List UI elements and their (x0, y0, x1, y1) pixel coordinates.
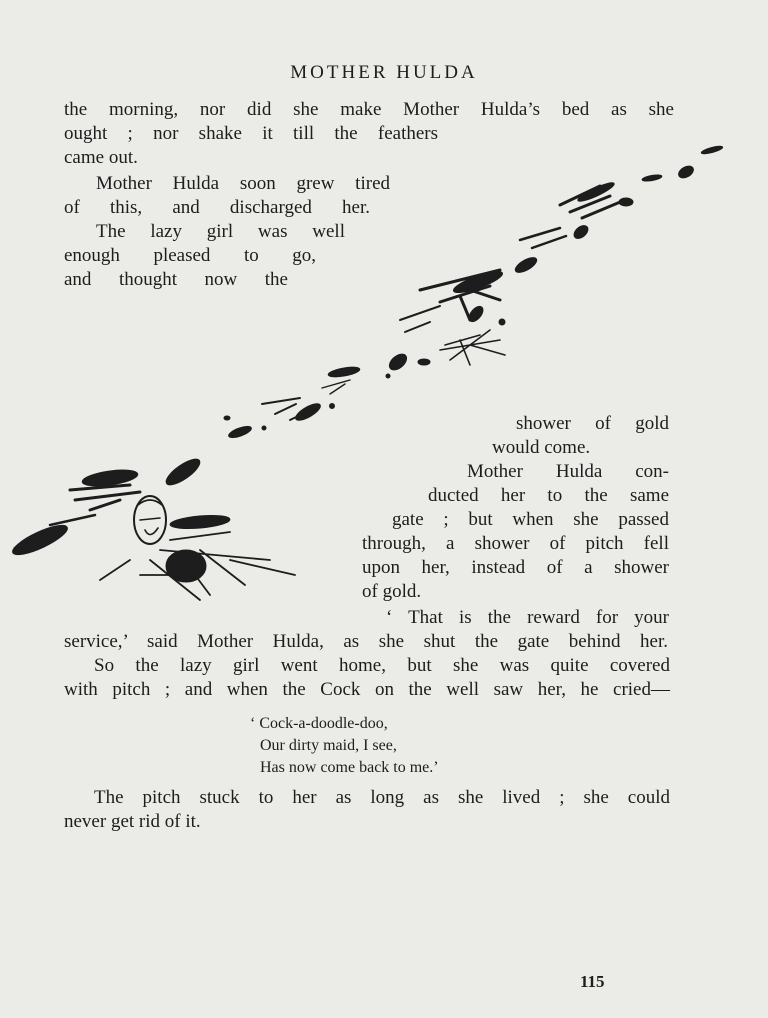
pitch-drop (499, 319, 505, 325)
text-line: through, a shower of pitch fell (362, 533, 669, 554)
pitch-drop (224, 416, 230, 420)
pitch-drop (572, 223, 591, 241)
verse-line: Our dirty maid, I see, (260, 737, 397, 754)
text-line: enough pleased to go, (64, 245, 316, 266)
text-line: Mother Hulda con- (467, 461, 669, 482)
pitch-drop (701, 145, 724, 156)
pitch-drop (418, 359, 430, 365)
pitch-drop (642, 174, 663, 182)
pitch-drop (262, 426, 266, 430)
pitch-drop (619, 198, 633, 206)
pitch-drop (328, 365, 361, 378)
pitch-splash (15, 515, 95, 548)
verse-line: ‘ Cock-a-doodle-doo, (250, 715, 388, 732)
pitch-splash (163, 455, 204, 489)
text-line: shower of gold (516, 413, 669, 434)
text-line: never get rid of it. (64, 811, 201, 832)
pitch-splash (440, 330, 505, 365)
pitch-splash (9, 520, 70, 560)
text-line: gate ; but when she passed (392, 509, 669, 530)
verse-line: Has now come back to me.’ (260, 759, 439, 776)
pitch-drop (386, 374, 390, 378)
pitch-drop (330, 404, 335, 409)
pitch-drop (227, 424, 252, 440)
text-line: of gold. (362, 581, 422, 602)
pitch-drop (386, 351, 409, 373)
pitch-splash (560, 186, 625, 218)
page-number: 115 (580, 972, 605, 991)
text-line: would come. (492, 437, 591, 458)
text-line: The pitch stuck to her as long as she lived ; she could (94, 787, 670, 808)
text-line: ducted her to the same (428, 485, 669, 506)
pitch-splash (70, 485, 140, 510)
text-line: The lazy girl was well (96, 221, 345, 242)
pitch-splash (170, 513, 231, 530)
text-line: the morning, nor did she make Mother Hulda’s bed as she (64, 99, 674, 120)
text-line: ought ; nor shake it till the feathers (64, 123, 438, 144)
pitch-splash (400, 306, 440, 332)
girl-figure (134, 496, 166, 544)
pitch-drop (513, 255, 539, 276)
running-head: MOTHER HULDA (290, 62, 478, 83)
pitch-drop (677, 164, 696, 181)
text-line: with pitch ; and when the Cock on the well saw her, he cried— (64, 679, 670, 700)
text-line: of this, and discharged her. (64, 197, 370, 218)
text-line: So the lazy girl went home, but she was quite covered (94, 655, 670, 676)
text-line: came out. (64, 147, 138, 168)
text-line: service,’ said Mother Hulda, as she shut the gate behind her. (64, 631, 668, 652)
text-line: upon her, instead of a shower (362, 557, 669, 578)
text-line: ‘ That is the reward for your (386, 607, 669, 628)
text-line: Mother Hulda soon grew tired (96, 173, 390, 194)
pitch-splash (322, 380, 350, 394)
pitch-splash (520, 228, 566, 248)
text-line: and thought now the (64, 269, 288, 290)
pitch-splash (166, 550, 206, 582)
